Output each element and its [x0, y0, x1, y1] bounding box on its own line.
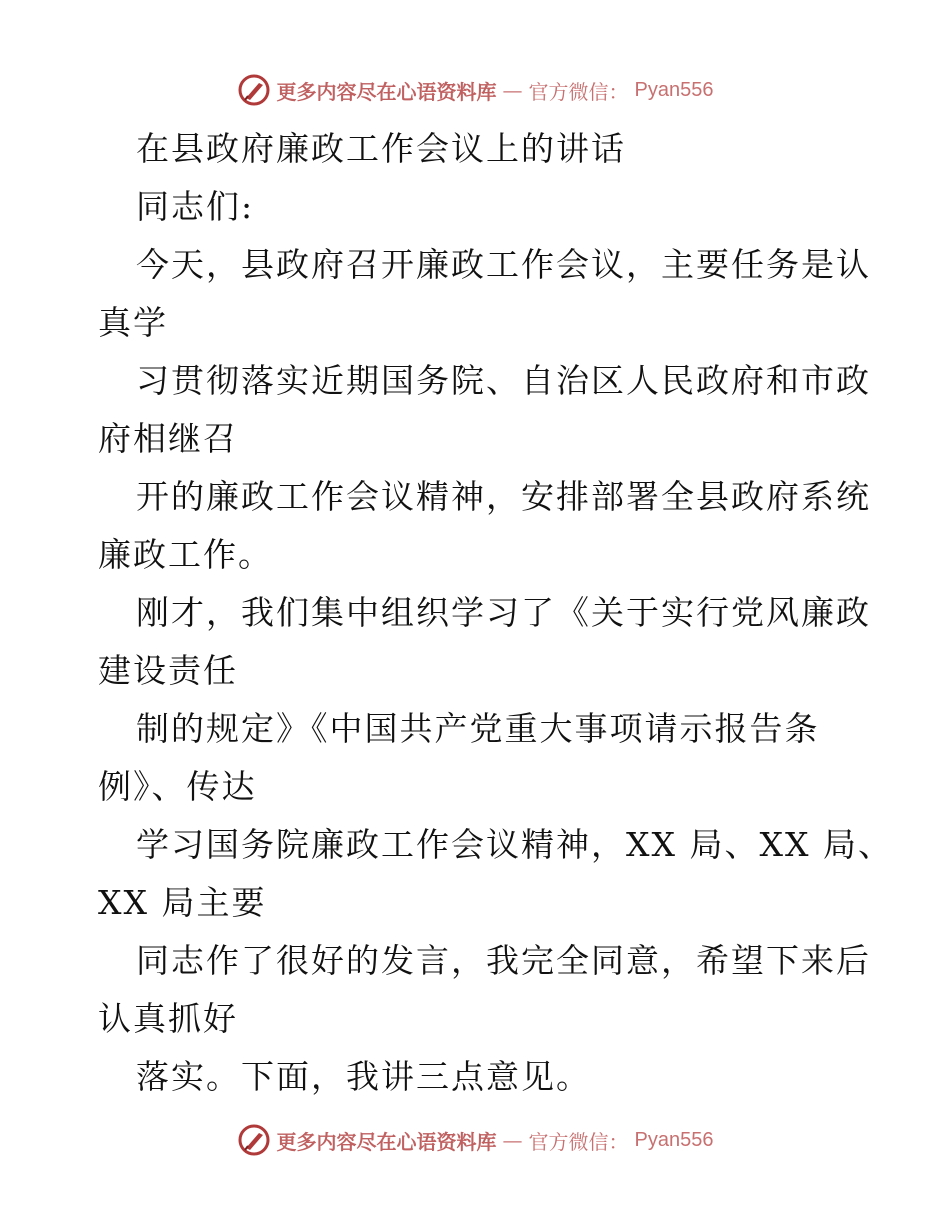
text-line: 今天，县政府召开廉政工作会议，主要任务是认 [136, 245, 871, 284]
text-line: 廉政工作。 [98, 535, 273, 574]
text-line: 府相继召 [98, 419, 238, 458]
header-banner-main-text: 更多内容尽在心语资料库 [276, 79, 497, 104]
salutation: 同志们: [136, 187, 255, 226]
header-banner-dash: — [502, 78, 523, 102]
text-line: 认真抓好 [98, 999, 238, 1038]
quill-pen-logo-icon [237, 73, 271, 107]
header-banner-wechat-id: Pyan556 [634, 78, 714, 101]
text-line: 同志作了很好的发言，我完全同意，希望下来后 [136, 941, 871, 980]
footer-banner-sub-text: 官方微信： [528, 1129, 629, 1154]
quill-pen-logo-icon [237, 1123, 271, 1157]
text-line: 例》、传达 [98, 767, 257, 806]
text-line: 习贯彻落实近期国务院、自治区人民政府和市政 [136, 361, 871, 400]
document-title: 在县政府廉政工作会议上的讲话 [136, 129, 626, 168]
text-line: XX 局主要 [98, 883, 267, 922]
text-line: 学习国务院廉政工作会议精神，XX 局、XX 局、 [136, 825, 893, 864]
text-line: 刚才，我们集中组织学习了《关于实行党风廉政 [136, 593, 871, 632]
text-line: 开的廉政工作会议精神，安排部署全县政府系统 [136, 477, 871, 516]
text-line: 建设责任 [98, 651, 238, 690]
header-banner-sub-text: 官方微信： [528, 79, 629, 104]
footer-banner-main-text: 更多内容尽在心语资料库 [276, 1129, 497, 1154]
text-line: 制的规定》《中国共产党重大事项请示报告条 [136, 709, 820, 748]
text-line: 真学 [98, 303, 168, 342]
footer-banner-wechat-id: Pyan556 [634, 1128, 714, 1151]
footer-banner-dash: — [502, 1128, 523, 1152]
footer-watermark-banner [0, 1120, 950, 1160]
header-watermark-banner [0, 70, 950, 110]
text-line: 落实。下面，我讲三点意见。 [136, 1057, 591, 1096]
